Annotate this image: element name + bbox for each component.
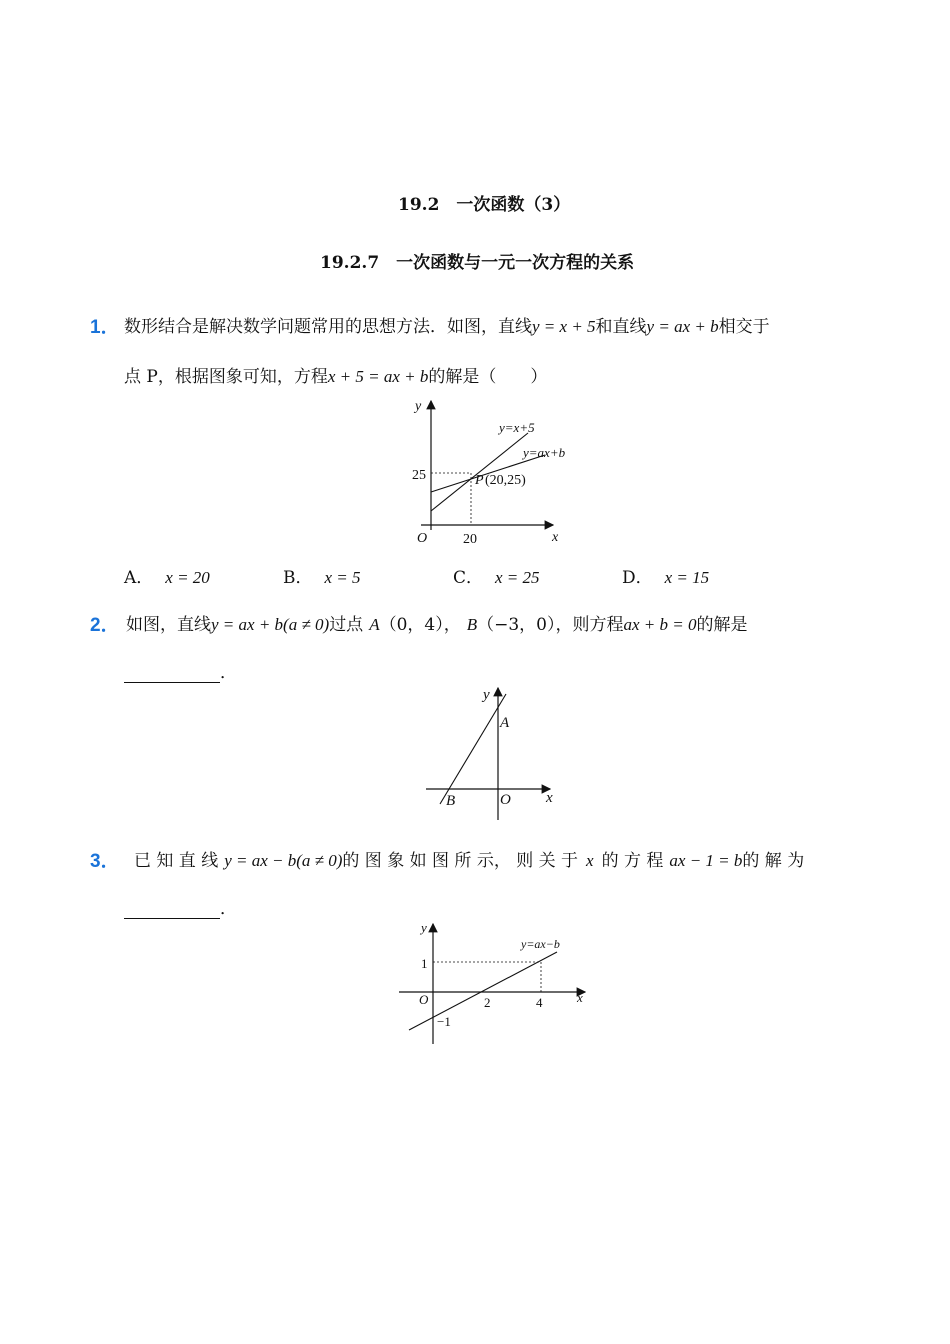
q1-origin-label: O [417, 531, 428, 546]
q1-eq2: y = ax + b [646, 317, 719, 336]
q3-text: 的 解 为 [742, 851, 805, 871]
q1-text: 点 P，根据图象可知，方程 [124, 367, 328, 387]
q2-text: 过点 [329, 615, 364, 635]
q3-text: 的 方 程 [601, 851, 664, 871]
q2-figure [420, 684, 565, 824]
option-expr: x = 20 [165, 568, 210, 587]
q2-line [440, 694, 506, 804]
q2-origin-label: O [500, 792, 511, 808]
q1-point-label: P [475, 473, 484, 488]
q2-point-a-label: A [500, 715, 510, 731]
q1-x-tick: 20 [463, 532, 477, 547]
option-letter: D． [622, 568, 653, 588]
q1-line-x-plus-5 [431, 433, 528, 511]
q2-line1 [126, 610, 748, 635]
q1-point-coords: (20,25) [485, 473, 526, 488]
option-expr: x = 25 [495, 568, 540, 587]
q3-y-tick-pos: 1 [421, 956, 428, 971]
q1-option-d[interactable] [622, 563, 709, 588]
q1-option-c[interactable] [453, 563, 540, 588]
q1-line2 [124, 362, 547, 387]
q2-answer-line [124, 658, 237, 683]
q3-text: 的 图 象 如 图 所 示， 则 关 于 [342, 851, 579, 871]
q3-text: 已 知 直 线 [134, 851, 219, 871]
q3-figure [395, 918, 595, 1048]
q3-line1 [134, 846, 804, 871]
q3-end: ． [220, 899, 237, 919]
q2-x-label: x [546, 790, 553, 806]
q2-point-a: A [369, 615, 380, 634]
q2-answer-blank[interactable] [124, 664, 220, 683]
q1-option-a[interactable] [124, 563, 210, 588]
q3-origin-label: O [419, 992, 429, 1007]
q1-y-label: y [415, 399, 422, 414]
q2-number: 2． [90, 615, 120, 636]
q2-text: 的解是 [696, 615, 748, 635]
q3-y-label: y [421, 920, 427, 935]
q1-figure [405, 395, 580, 550]
q2-eq1: y = ax + b(a ≠ 0) [211, 615, 330, 634]
q3-answer-line [124, 894, 237, 919]
q3-x-label: x [577, 990, 583, 1005]
option-expr: x = 15 [664, 568, 710, 587]
option-expr: x = 5 [324, 568, 361, 587]
q2-end: ． [220, 663, 237, 683]
q1-text: 相交于 [718, 317, 770, 337]
q3-y-tick-neg: −1 [437, 1014, 451, 1029]
q2-point-b-label: B [446, 793, 456, 809]
q3-eq1: y = ax − b(a ≠ 0) [224, 851, 343, 870]
q2-eq2: ax + b = 0 [623, 615, 697, 634]
q3-x-tick-2: 2 [484, 995, 491, 1010]
q3-line [409, 952, 557, 1030]
q1-line1-label: y=x+5 [499, 420, 535, 435]
q1-option-b[interactable] [283, 563, 361, 588]
q1-y-tick: 25 [412, 468, 426, 483]
q1-eq3: x + 5 = ax + b [327, 367, 429, 386]
q1-eq1: y = x + 5 [532, 317, 596, 336]
q1-text: 的解是（ ） [428, 367, 548, 387]
q1-number: 1． [90, 317, 120, 338]
q1-line1 [124, 312, 770, 337]
q3-x-tick-4: 4 [536, 995, 543, 1010]
q3-number: 3． [90, 851, 120, 872]
option-letter: A． [124, 568, 154, 588]
q2-text: 如图，直线 [126, 615, 211, 635]
q3-eq2: ax − 1 = b [669, 851, 743, 870]
q3-var-x: x [586, 851, 594, 870]
q1-x-label: x [552, 530, 559, 545]
section-title: 19.2 一次函数（3） [398, 195, 571, 215]
q1-text: 和直线 [595, 317, 647, 337]
option-letter: B． [283, 568, 313, 588]
q2-coord-a: （0，4）， [379, 615, 461, 635]
q2-y-label: y [483, 687, 490, 703]
q2-coord-b: （−3，0），则方程 [477, 615, 624, 635]
q1-text: 数形结合是解决数学问题常用的思想方法．如图，直线 [124, 317, 532, 337]
q3-answer-blank[interactable] [124, 900, 220, 919]
q1-line2-label: y=ax+b [523, 445, 566, 460]
subsection-title: 19.2.7 一次函数与一元一次方程的关系 [320, 253, 635, 273]
q2-point-b: B [466, 615, 478, 634]
option-letter: C． [453, 568, 484, 588]
q3-line-label: y=ax−b [521, 937, 560, 951]
